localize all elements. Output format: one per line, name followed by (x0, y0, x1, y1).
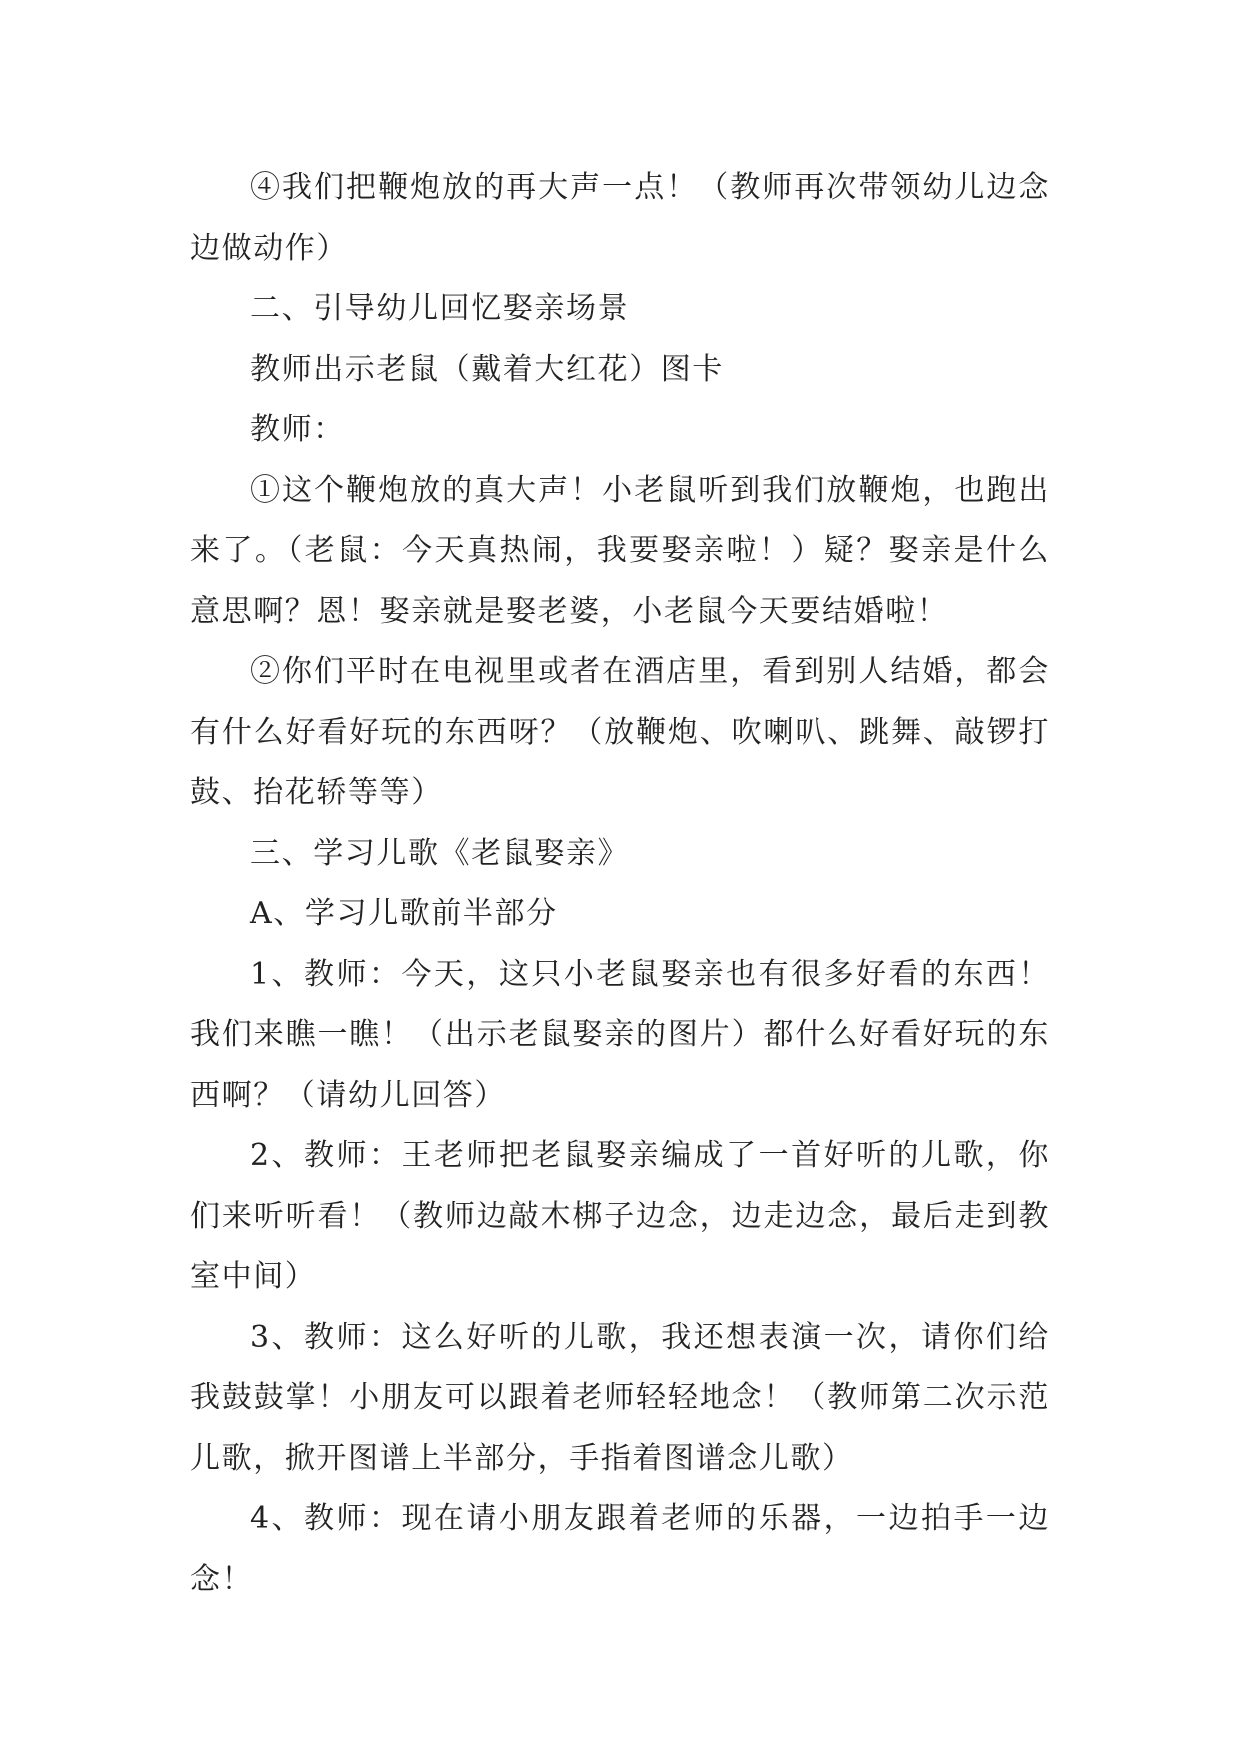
section-heading-learn-song: 三、学习儿歌《老鼠娶亲》 (250, 835, 630, 871)
paragraph-step-2: 2、教师：王老师把老鼠娶亲编成了一首好听的儿歌，你们来听听看！（教师边敲木梆子边念，边走边念，最后走到教室中间） (190, 1138, 1050, 1294)
paragraph-step-4: 4、教师：现在请小朋友跟着老师的乐器，一边拍手一边念！ (190, 1501, 1050, 1597)
paragraph-step-3: 3、教师：这么好听的儿歌，我还想表演一次，请你们给我鼓鼓掌！小朋友可以跟着老师轻轻地念！（教师第二次示范儿歌，掀开图谱上半部分，手指着图谱念儿歌） (190, 1319, 1050, 1476)
paragraph-step-1: 1、教师：今天，这只小老鼠娶亲也有很多好看的东西！我们来瞧一瞧！（出示老鼠娶亲的图片）都什么好看好玩的东西啊？（请幼儿回答） (190, 956, 1050, 1113)
document-body (190, 158, 1050, 1610)
paragraph-show-mouse-card: 教师出示老鼠（戴着大红花）图卡 (250, 351, 724, 387)
subheading-first-half: A、学习儿歌前半部分 (250, 896, 558, 931)
section-heading-wedding-scene: 二、引导幼儿回忆娶亲场景 (250, 291, 630, 326)
paragraph-wedding-things: ②你们平时在电视里或者在酒店里，看到别人结婚，都会有什么好看好玩的东西呀？（放鞭炮、吹喇叭、跳舞、敲锣打鼓、抬花轿等等） (190, 654, 1050, 810)
paragraph-firecracker-louder: ④我们把鞭炮放的再大声一点！（教师再次带领幼儿边念边做动作） (190, 170, 1050, 266)
paragraph-mouse-wedding-intro: ①这个鞭炮放的真大声！小老鼠听到我们放鞭炮，也跑出来了。（老鼠：今天真热闹，我要娶亲啦！）疑？娶亲是什么意思啊？恩！娶亲就是娶老婆，小老鼠今天要结婚啦！ (190, 472, 1050, 629)
paragraph-teacher-label: 教师： (250, 412, 345, 447)
